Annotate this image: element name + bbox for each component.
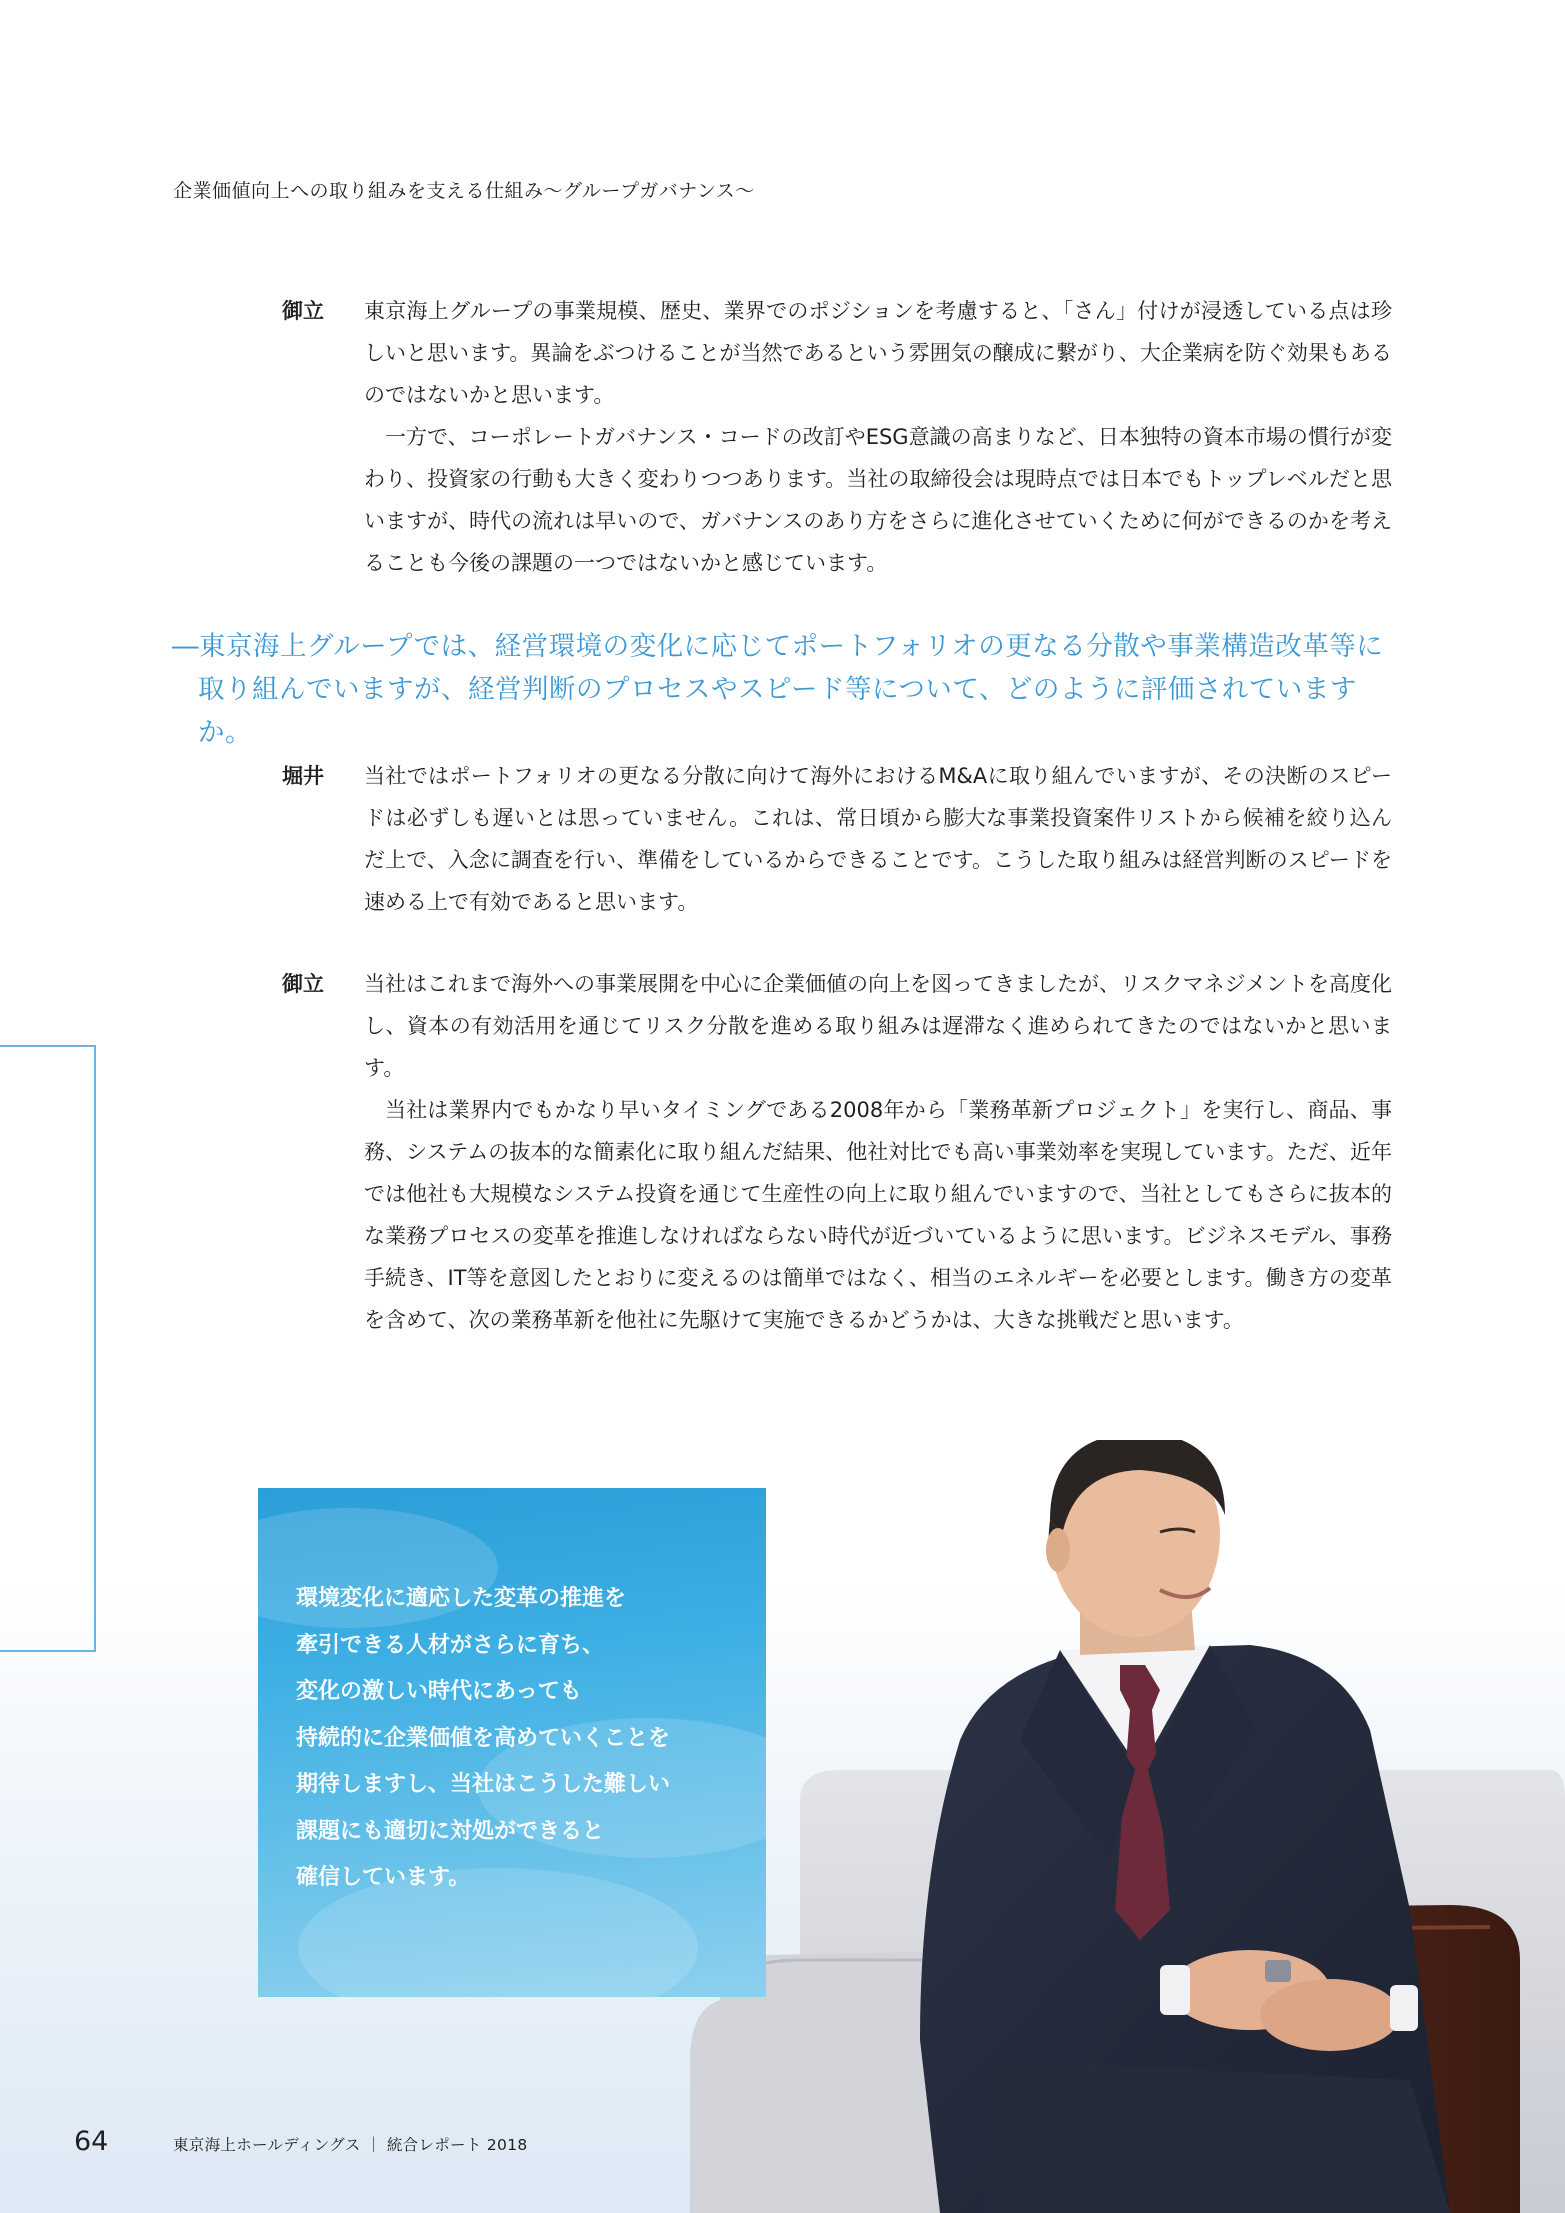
statement-paragraph: 当社は業界内でもかなり早いタイミングである2008年から「業務革新プロジェクト」を実行し、商品、事務、システムの抜本的な簡素化に取り組んだ結果、他社対比でも高い事業効率を実現しています。ただ、近年では他社も大規模なシステム投資を通じて生産性の向上に取り組んでいますので、当社としてもさらに抜本的な業務プロセスの変革を推進しなければならない時代が近づいているように思います。ビジネスモデル、事務手続き、IT等を意図したとおりに変えるのは簡単ではなく、相当のエネルギーを必要とします。働き方の変革を含めて、次の業務革新を他社に先駆けて実施できるかどうかは、大きな挑戦だと思います。: [364, 1098, 1392, 1332]
speaker-statement: [364, 963, 1392, 1341]
speaker-name: 御立: [282, 972, 324, 996]
speaker-name: 御立: [282, 299, 324, 323]
speaker-statement: [364, 755, 1392, 923]
pull-quote-text: 環境変化に適応した変革の推進を 牽引できる人材がさらに育ち、 変化の激しい時代にあっても 持続的に企業価値を高めていくことを 期待しますし、当社はこうした難しい 課題にも適切に対処ができると 確信しています。: [296, 1586, 671, 1890]
statement-paragraph: 東京海上グループの事業規模、歴史、業界でのポジションを考慮すると、「さん」付けが浸透している点は珍しいと思います。異論をぶつけることが当然であるという雰囲気の醸成に繋がり、大企業病を防ぐ効果もあるのではないかと思います。: [364, 299, 1392, 407]
speaker-statement: [364, 290, 1392, 584]
section-title: 企業価値向上への取り組みを支える仕組み～グループガバナンス～: [173, 180, 755, 202]
footer-publication: 東京海上ホールディングス ｜ 統合レポート 2018: [173, 2136, 528, 2154]
speaker-name: 堀井: [282, 764, 324, 788]
statement-paragraph: 当社はこれまで海外への事業展開を中心に企業価値の向上を図ってきましたが、リスクマネジメントを高度化し、資本の有効活用を通じてリスク分散を進める取り組みは遅滞なく進められてきたのではないかと思います。: [364, 972, 1392, 1080]
decorative-bracket: [0, 1045, 96, 1652]
pull-quote-box: [258, 1488, 766, 1997]
question-line-1: ―東京海上グループでは、経営環境の変化に応じてポートフォリオの更なる分散や事業構造改革等に: [172, 631, 1384, 662]
statement-paragraph: 一方で、コーポレートガバナンス・コードの改訂やESG意識の高まりなど、日本独特の資本市場の慣行が変わり、投資家の行動も大きく変わりつつあります。当社の取締役会は現時点では日本でもトップレベルだと思いますが、時代の流れは早いので、ガバナンスのあり方をさらに進化させていくために何ができるのかを考えることも今後の課題の一つではないかと感じています。: [364, 425, 1392, 575]
question-line-2: 取り組んでいますが、経営判断のプロセスやスピード等について、どのように評価されていますか。: [198, 674, 1357, 748]
statement-paragraph: 当社ではポートフォリオの更なる分散に向けて海外におけるM&Aに取り組んでいますが、その決断のスピードは必ずしも遅いとは思っていません。これは、常日頃から膨大な事業投資案件リストから候補を絞り込んだ上で、入念に調査を行い、準備をしているからできることです。こうした取り組みは経営判断のスピードを速める上で有効であると思います。: [364, 764, 1392, 914]
speaker-photo: [690, 1440, 1565, 2213]
interview-question: [172, 625, 1400, 754]
page-number: 64: [74, 2126, 109, 2157]
